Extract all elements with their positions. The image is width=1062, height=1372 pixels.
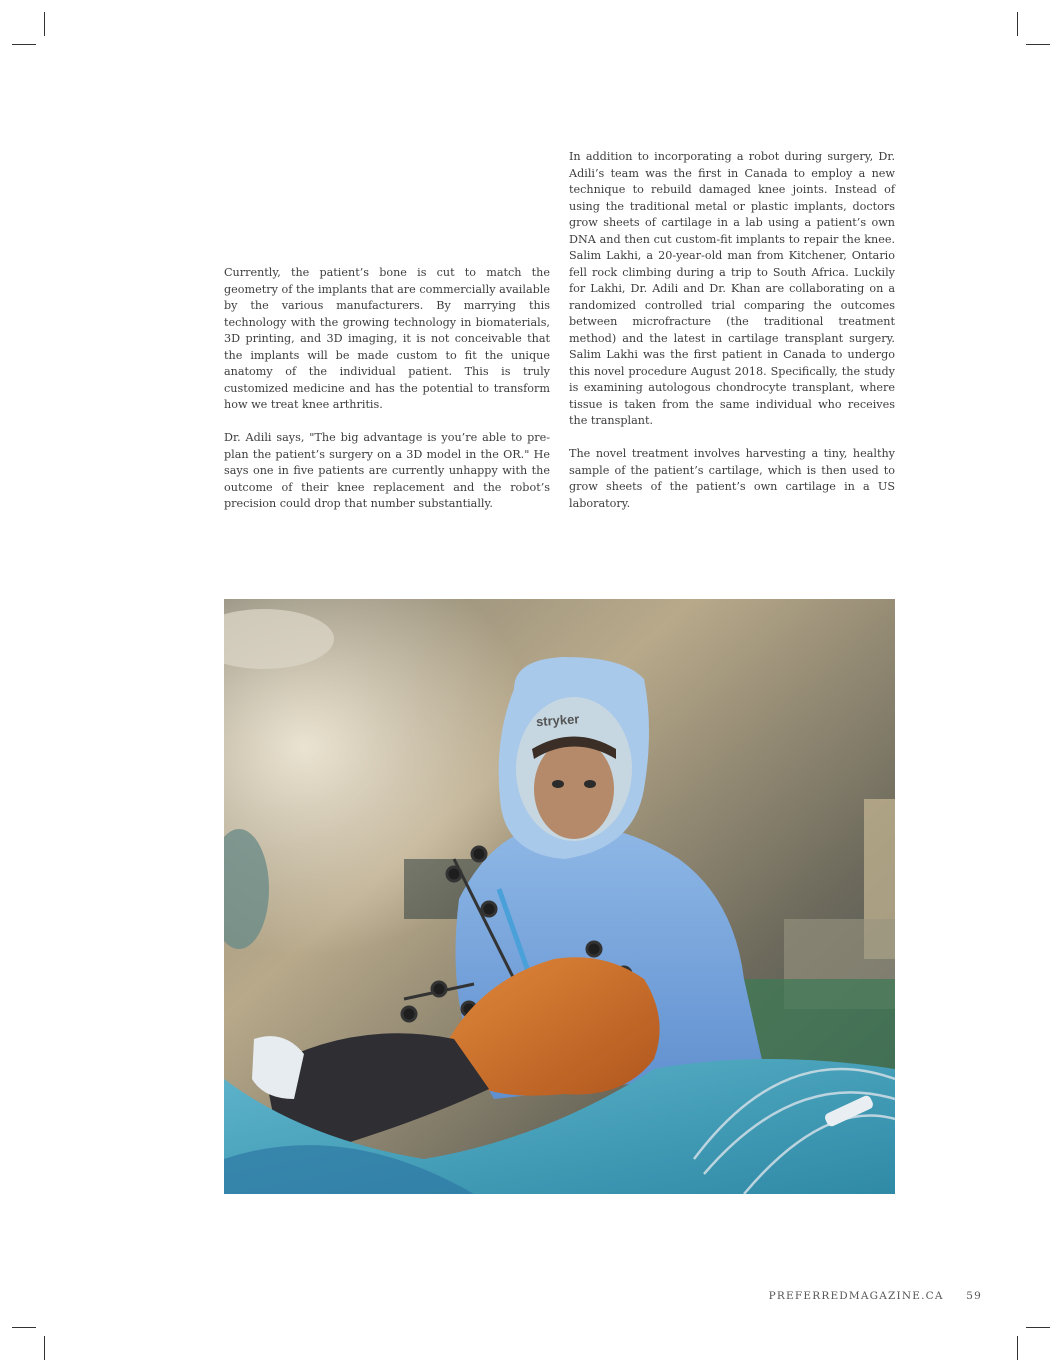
crop-mark [44, 1336, 45, 1360]
paragraph: Dr. Adili says, "The big advantage is you’re able to pre-plan the patient’s surgery on a 3D model in the OR." He says one in five patients are currently unhappy with the outcome of their knee replacement and the robot’s precision could drop that number substantially. [224, 431, 550, 510]
surgery-photo [224, 599, 895, 1194]
crop-mark [44, 12, 45, 36]
page-number: 59 [966, 1290, 982, 1302]
paragraph: The novel treatment involves harvesting a tiny, healthy sample of the patient’s cartilage, which is then used to grow sheets of the patient’s own cartilage in a US laboratory. [569, 447, 895, 510]
crop-mark [1017, 12, 1018, 36]
paragraph: Currently, the patient’s bone is cut to match the geometry of the implants that are commercially available by the various manufacturers. By marrying this technology with the growing technology in biomaterials, 3D printing, and 3D imaging, it is not conceivable that the implants will be made custom to fit the unique anatomy of the individual patient. This is truly customized medicine and has the potential to transform how we treat knee arthritis. [224, 266, 550, 411]
page-footer [769, 1290, 982, 1302]
crop-mark [12, 1327, 36, 1328]
right-text-column [569, 149, 895, 512]
left-text-column [224, 265, 550, 513]
crop-mark [1026, 44, 1050, 45]
crop-mark [1017, 1336, 1018, 1360]
crop-mark [1026, 1327, 1050, 1328]
paragraph: In addition to incorporating a robot during surgery, Dr. Adili’s team was the first in Canada to employ a new technique to rebuild damaged knee joints. Instead of using the traditional metal or plastic implants, doctors grow sheets of cartilage in a lab using a patient’s own DNA and then cut custom-fit implants to repair the knee. Salim Lakhi, a 20-year-old man from Kitchener, Ontario fell rock climbing during a trip to South Africa. Luckily for Lakhi, Dr. Adili and Dr. Khan are collaborating on a randomized controlled trial comparing the outcomes between microfracture (the traditional treatment method) and the latest in cartilage transplant surgery. Salim Lakhi was the first patient in Canada to undergo this novel procedure August 2018. Specifically, the study is examining autologous chondrocyte transplant, where tissue is taken from the same individual who receives the transplant. [569, 150, 895, 427]
crop-mark [12, 44, 36, 45]
footer-site-name: PREFERREDMAGAZINE.CA [768, 1290, 944, 1302]
helmet-brand-label: stryker [535, 711, 580, 730]
